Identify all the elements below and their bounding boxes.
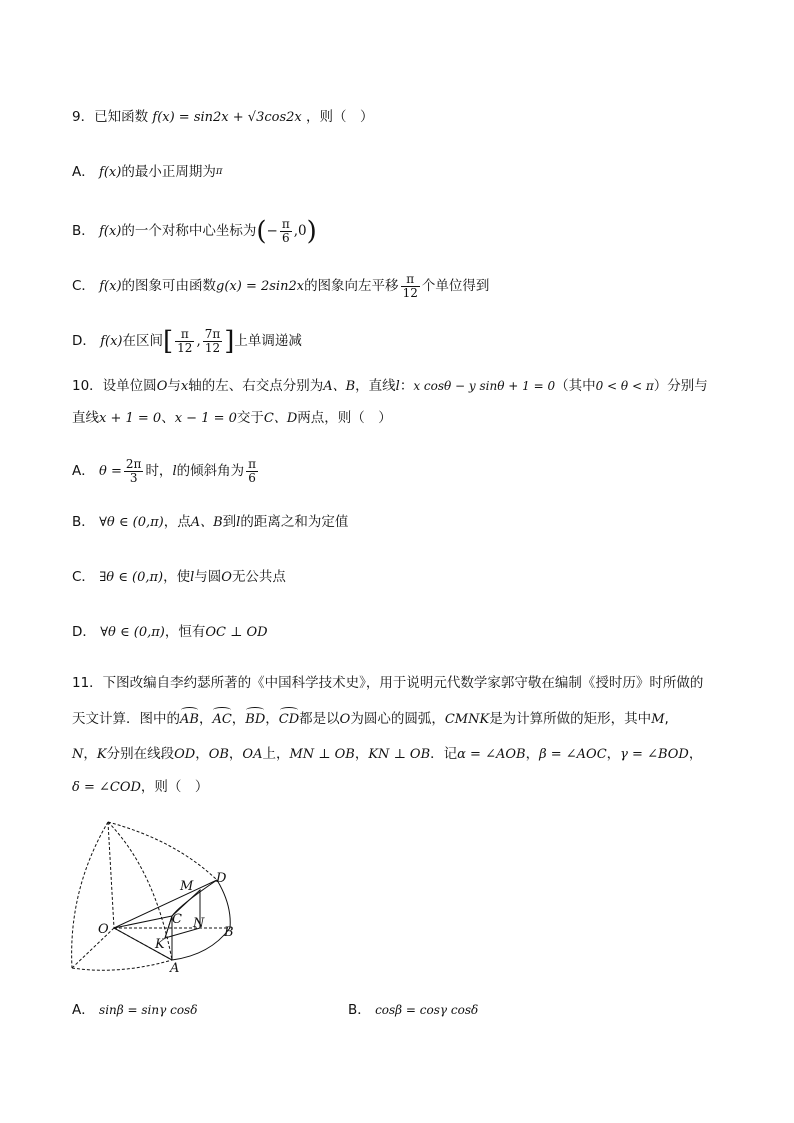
dashed-arc-left (72, 822, 108, 968)
option-text: 无公共点 (231, 569, 286, 585)
text: 都是以 (299, 711, 340, 727)
text: （其中 (555, 378, 596, 394)
text: ，直线 (355, 378, 396, 394)
q10-option-b (72, 512, 348, 533)
dashed-base-arc (72, 960, 172, 970)
label-c: C (172, 912, 182, 927)
math-expr: π (215, 166, 223, 177)
math-expr: A、B (323, 379, 356, 394)
math-expr: ,0 (293, 223, 307, 239)
text: 天文计算．图中的 (72, 711, 180, 727)
label-o: O (98, 922, 109, 937)
text: ， (265, 711, 279, 727)
option-text: 时， (145, 463, 173, 479)
text: ）分别与 (653, 378, 708, 394)
q9-stem-tail: ，则（ ） (306, 109, 374, 125)
q11-stem-line1: 11．下图改编自李约瑟所著的《中国科学技术史》，用于说明元代数学家郭守敬在编制《授时历》时所做的 (72, 675, 704, 691)
q10-option-a (72, 458, 260, 485)
math-expr: β = ∠AOC (539, 747, 607, 762)
arc-ab-solid (172, 928, 230, 960)
fraction: $\frac{2\pi}{3}$ (125, 457, 142, 485)
option-label: D． (72, 333, 96, 349)
q9-stem-text: 9．已知函数 (72, 109, 149, 125)
math-expr: l (395, 379, 400, 394)
math-expr: l (172, 464, 177, 479)
option-label: A． (72, 164, 95, 180)
label-d: D (216, 871, 227, 886)
option-text: 的距离之和为定值 (240, 514, 349, 530)
text: 、 (161, 410, 175, 426)
dashed-arc-top (108, 822, 217, 880)
math-expr: OD (174, 747, 196, 762)
fraction: $\frac{\pi}{6}$ (248, 457, 256, 485)
math-expr: MN ⊥ OB (289, 747, 355, 762)
option-text: 到 (222, 514, 237, 530)
q9-option-d: D． f(x)在区间[ $\frac{\pi}{12}$ , $\frac{7\pi}{12}$ ]上单调递减 (72, 326, 302, 357)
math-expr: f(x) (100, 334, 123, 349)
math-expr: cosβ = cosγ cosδ (375, 1003, 479, 1017)
label-m: M (180, 879, 194, 894)
option-text: 的最小正周期为 (121, 164, 216, 180)
option-label: A． (72, 463, 95, 479)
text: 10．设单位圆 (72, 378, 157, 394)
text: 两点，则（ ） (297, 410, 392, 426)
text: ： (399, 378, 414, 394)
math-expr: x + 1 = 0 (99, 411, 162, 426)
math-expr: ∀θ ∈ (0,π) (100, 625, 165, 640)
text: 轴的左、右交点分别为 (188, 378, 324, 394)
option-text: 的图象向左平移 (304, 278, 399, 294)
math-expr: x cosθ − y sinθ + 1 = 0 (413, 379, 556, 393)
left-paren: ( (256, 216, 267, 247)
label-k: K (155, 937, 165, 952)
math-expr: γ = ∠BOD (620, 747, 689, 762)
arc-cd: CD (279, 710, 299, 730)
option-text: 的倾斜角为 (176, 463, 245, 479)
math-expr: ∀θ ∈ (0,π) (99, 515, 164, 530)
math-expr: KN ⊥ OB (368, 747, 431, 762)
q9-function-expr: f(x) = sin2x + √3cos2x (152, 110, 302, 125)
text: 为圆心的圆弧， (350, 711, 445, 727)
q11-stem-line3: N，K分别在线段OD，OB，OA上，MN ⊥ OB，KN ⊥ OB．记α = ∠AOB，β = ∠AOC，γ = ∠BOD， (72, 746, 703, 762)
arc-ac: AC (212, 710, 231, 730)
math-expr: CMNK (444, 712, 490, 727)
math-expr: g(x) = 2sin2x (216, 279, 305, 294)
label-n: N (193, 916, 205, 931)
option-text: 的图象可由函数 (121, 278, 217, 294)
option-text: 上单调递减 (234, 333, 302, 349)
fraction: $\frac{\pi}{12}$ (402, 272, 418, 300)
option-text: 在区间 (122, 333, 163, 349)
q10-option-c (72, 567, 286, 588)
arc-bd: BD (245, 710, 265, 730)
fraction: $\frac{\pi}{12}$ (177, 327, 193, 355)
math-expr: O (156, 379, 168, 394)
math-expr: x − 1 = 0 (174, 411, 237, 426)
fraction: $\frac{\pi}{6}$ (281, 217, 290, 245)
math-expr: l (236, 515, 241, 530)
q11-option-b (348, 1000, 478, 1020)
math-expr: l (190, 570, 195, 585)
q10-stem-line2 (72, 408, 392, 429)
math-expr: f(x) (99, 279, 122, 294)
math-expr: C、D (263, 411, 298, 426)
dashed-vertical (108, 822, 114, 928)
label-a: A (170, 961, 180, 976)
math-expr: x (180, 379, 189, 394)
right-paren: ) (306, 216, 317, 247)
option-label: C． (72, 569, 95, 585)
q11-stem-line2: 天文计算．图中的AB，AC，BD，CD都是以O为圆心的圆弧，CMNK是为计算所做的矩形，其中M, (72, 709, 669, 730)
arc-ab: AB (180, 710, 199, 730)
option-label: C． (72, 278, 95, 294)
option-label: A． (72, 1002, 95, 1018)
math-expr: sinβ = sinγ cosδ (99, 1003, 198, 1017)
text: 与 (167, 378, 181, 394)
math-expr: O (339, 712, 351, 727)
math-expr: ∃θ ∈ (0,π) (99, 570, 164, 585)
math-expr: O (221, 570, 232, 585)
fraction: $\frac{7\pi}{12}$ (204, 327, 221, 355)
option-label: B． (72, 514, 95, 530)
math-expr: θ = (99, 464, 122, 479)
arc-bd-solid (217, 880, 230, 928)
math-expr: δ = ∠COD (72, 780, 141, 795)
math-expr: A、B (190, 515, 223, 530)
math-expr: α = ∠AOB (457, 747, 526, 762)
right-bracket: ] (224, 326, 235, 357)
text: ， (198, 711, 213, 727)
math-expr: f(x) (99, 224, 122, 239)
text: ．记 (430, 746, 458, 762)
q11-stem-line4 (72, 777, 208, 798)
option-text: 的一个对称中心坐标为 (121, 223, 257, 239)
option-text: 与圆 (194, 569, 222, 585)
math-expr: OC ⊥ OD (205, 625, 268, 640)
text: 交于 (236, 410, 264, 426)
option-text: 个单位得到 (421, 278, 490, 294)
q9-option-b: B． f(x)的一个对称中心坐标为(− $\frac{\pi}{6}$ ,0) (72, 216, 317, 247)
option-label: B． (72, 223, 95, 239)
math-expr: OB (208, 747, 229, 762)
label-b: B (224, 925, 234, 940)
q9-stem (72, 107, 374, 128)
text: ， (83, 746, 97, 762)
math-expr: N (72, 747, 84, 762)
q11-option-a (72, 1000, 197, 1020)
option-text: ，点 (163, 514, 191, 530)
text: 分别在线段 (106, 746, 175, 762)
text: 上， (262, 746, 290, 762)
q9-option-c (72, 273, 489, 300)
math-expr: M (651, 712, 665, 727)
text: 是为计算所做的矩形，其中 (489, 711, 652, 727)
q9-option-a (72, 162, 222, 183)
math-expr: f(x) (99, 165, 122, 180)
text: ，则（ ） (140, 779, 209, 795)
text: ， (231, 711, 246, 727)
option-label: B． (348, 1002, 371, 1018)
segment-ck (165, 916, 172, 938)
math-expr: K (96, 747, 107, 762)
math-expr: 0 < θ < π (595, 379, 654, 393)
option-text: ，恒有 (164, 624, 206, 640)
q10-option-d (72, 622, 268, 643)
text: 直线 (72, 410, 99, 426)
q10-stem-line1 (72, 376, 708, 397)
math-expr: OA (242, 747, 263, 762)
option-label: D． (72, 624, 96, 640)
geometry-figure (60, 810, 250, 980)
left-bracket: [ (163, 326, 174, 357)
option-text: ，使 (163, 569, 191, 585)
